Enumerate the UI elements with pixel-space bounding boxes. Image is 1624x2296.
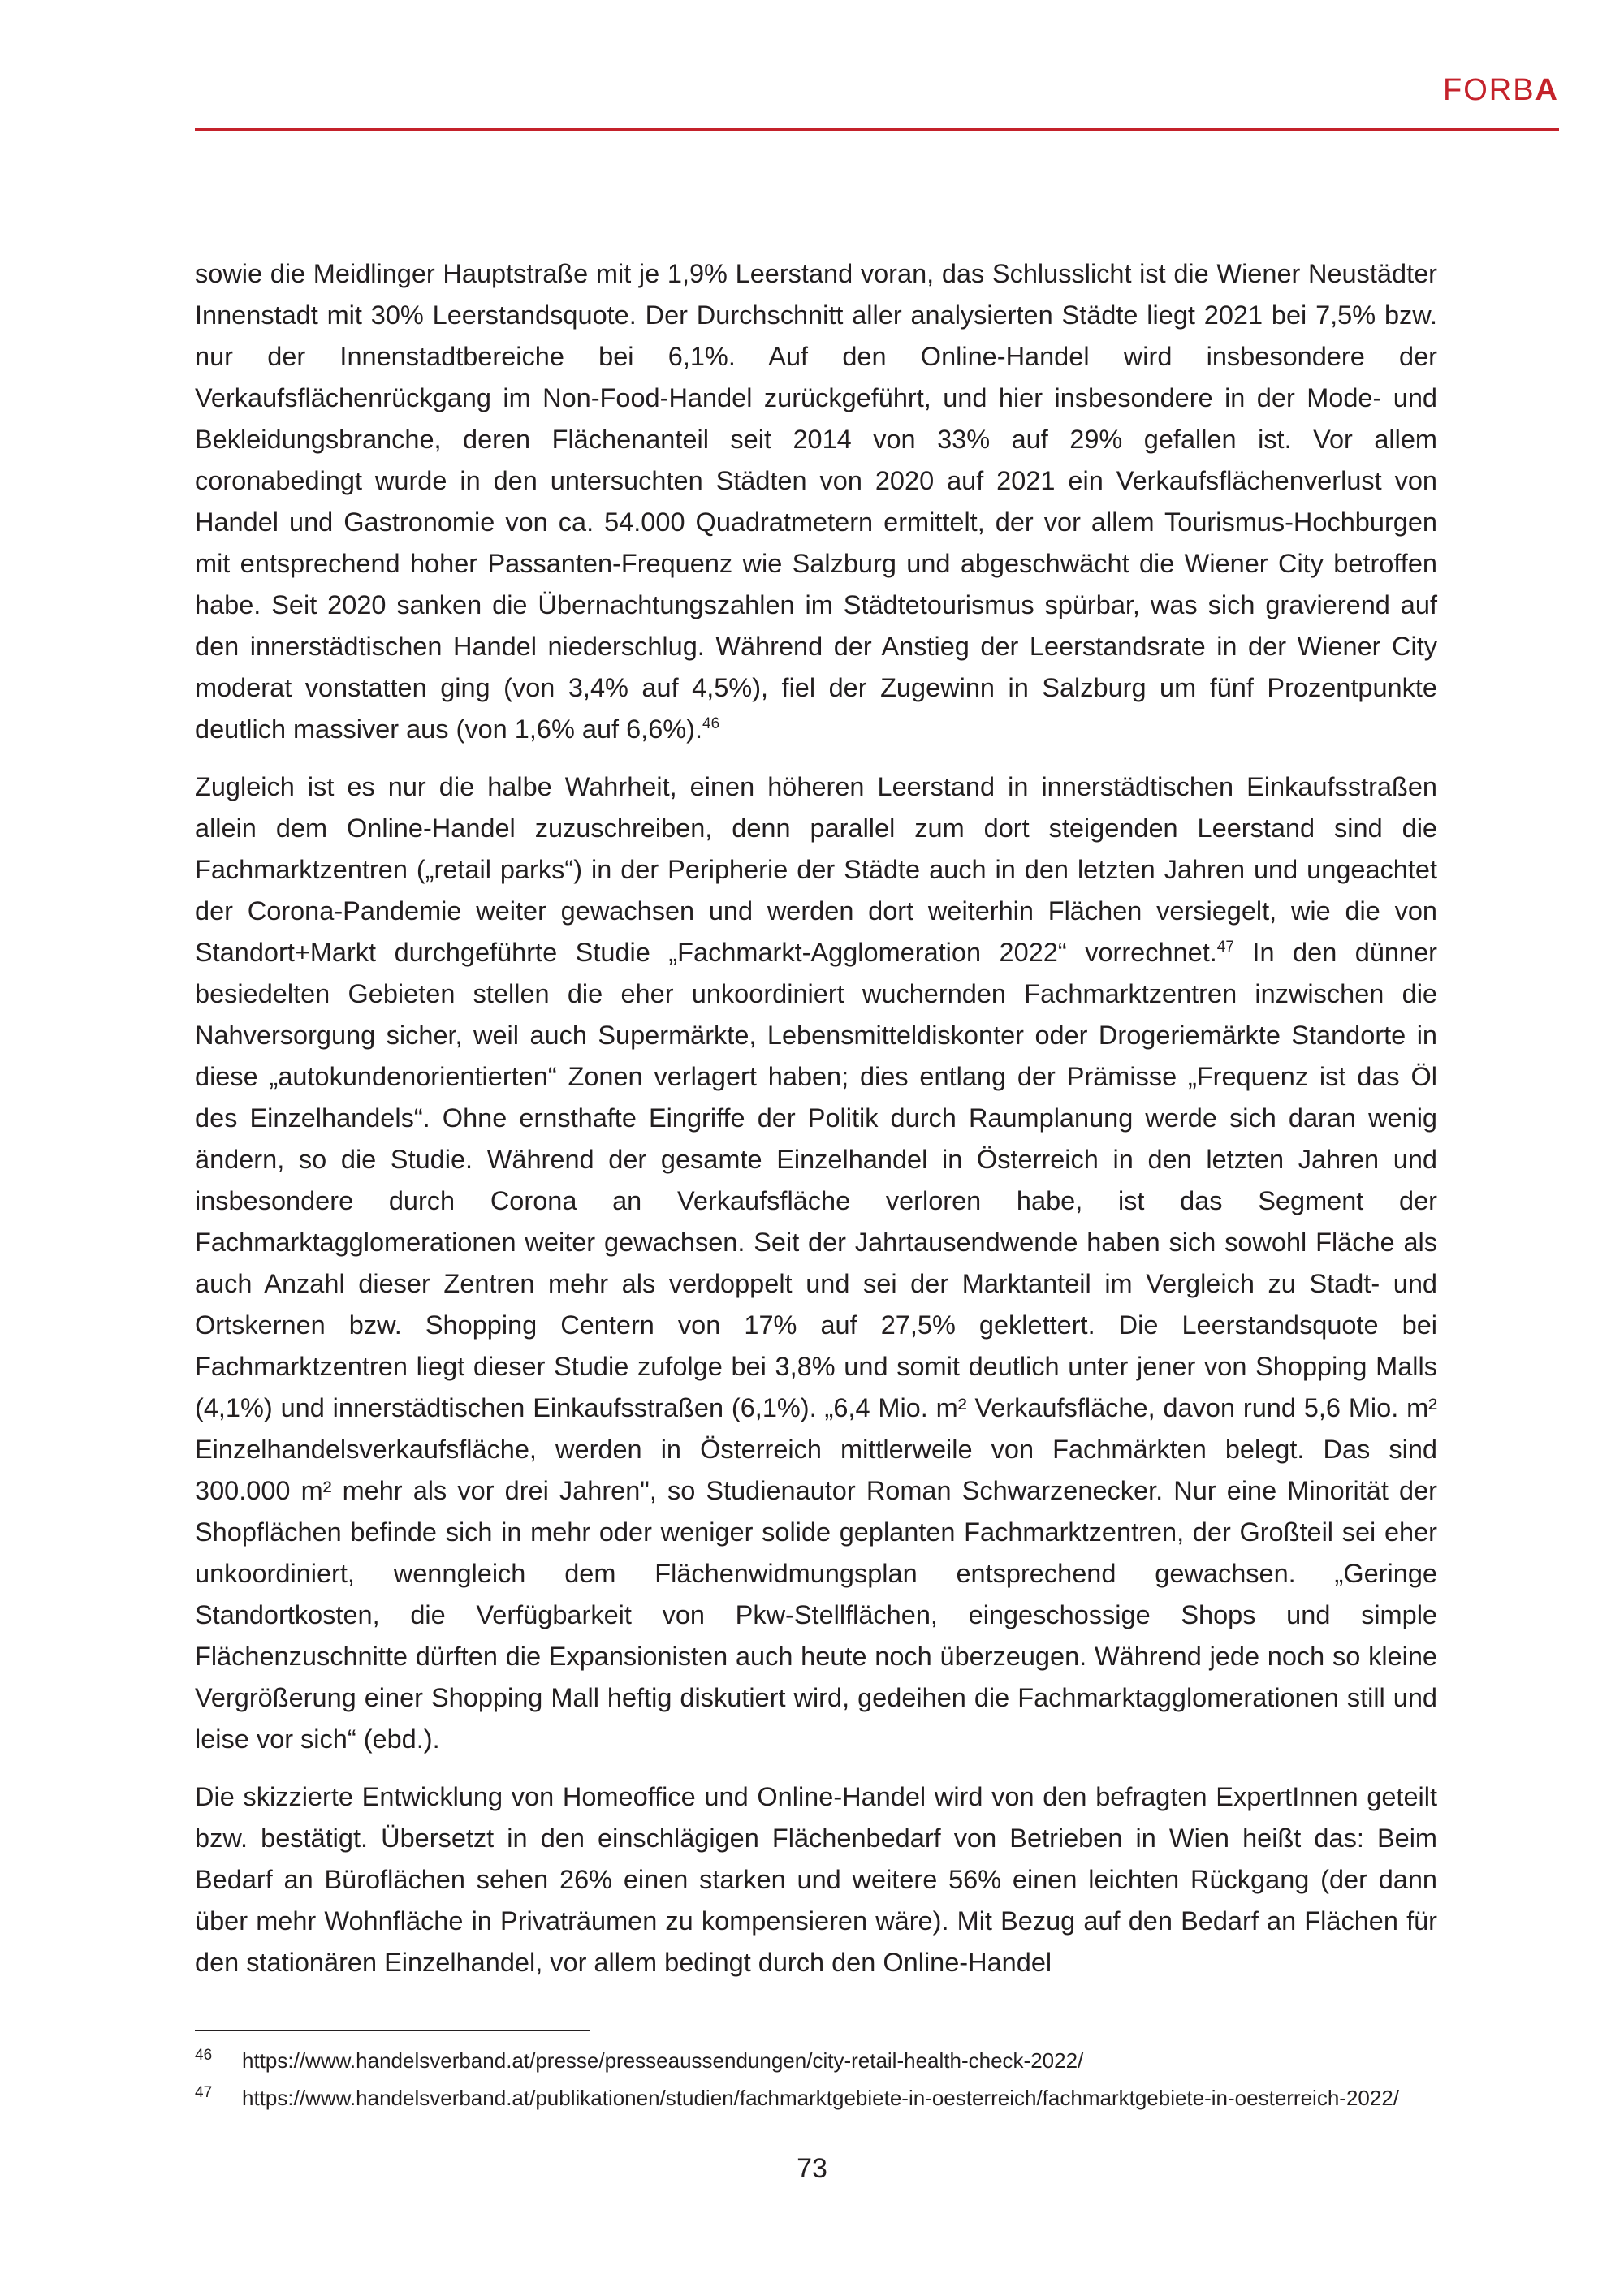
paragraph-1-text: sowie die Meidlinger Hauptstraße mit je 1,9% Leerstand voran, das Schlusslicht ist die Wiener Neustädter Innenstadt mit 30% Leerstandsquote. Der Durchschnitt aller analysierten Städte liegt 2021 bei 7,5% bzw. nur der Innenstadtbereiche bei 6,1%. Auf den Online-Handel wird insbesondere der Verkaufsflächenrückgang im Non-Food-Handel zurückgeführt, und hier insbesondere in der Mode- und Bekleidungsbranche, deren Flächenanteil seit 2014 von 33% auf 29% gefallen ist. Vor allem coronabedingt wurde in den untersuchten Städten von 2020 auf 2021 ein Verkaufsflächenverlust von Handel und Gastronomie von ca. 54.000 Quadratmetern ermittelt, der vor allem Tourismus-Hochburgen mit entsprechend hoher Passanten-Frequenz wie Salzburg und abgeschwächt die Wiener City betroffen habe. Seit 2020 sanken die Übernachtungszahlen im Städtetourismus spürbar, was sich gravierend auf den innerstädtischen Handel niederschlug. Während der Anstieg der Leerstandsrate in der Wiener City moderat vonstatten ging (von 3,4% auf 4,5%), fiel der Zugewinn in Salzburg um fünf Prozentpunkte deutlich massiver aus (von 1,6% auf 6,6%). <box>195 259 1437 744</box>
paragraph-1 <box>195 253 1437 750</box>
footnote-ref-47[interactable]: 47 <box>1216 939 1234 956</box>
footnote-47 <box>195 2083 1437 2113</box>
body-text <box>195 253 1437 2000</box>
footnote-number: 46 <box>195 2047 213 2064</box>
paragraph-3 <box>195 1776 1437 1983</box>
footnote-link[interactable]: https://www.handelsverband.at/publikationen/studien/fachmarktgebiete-in-oesterreich/fachmarktgebiete-in-oesterreich-2022/ <box>242 2086 1400 2110</box>
paragraph-2-text-after: In den dünner besiedelten Gebieten stellen die eher unkoordiniert wuchernden Fachmarktzentren inzwischen die Nahversorgung sicher, weil auch Supermärkte, Lebensmitteldiskonter oder Drogeriemärkte Standorte in diese „autokundenorientierten“ Zonen verlagert haben; dies entlang der Prämisse „Frequenz ist das Öl des Einzelhandels“. Ohne ernsthafte Eingriffe der Politik durch Raumplanung werde sich daran wenig ändern, so die Studie. Während der gesamte Einzelhandel in Österreich in den letzten Jahren und insbesondere durch Corona an Verkaufsfläche verloren habe, ist das Segment der Fachmarktagglomerationen weiter gewachsen. Seit der Jahrtausendwende haben sich sowohl Fläche als auch Anzahl dieser Zentren mehr als verdoppelt und sei der Marktanteil im Vergleich zu Stadt- und Ortskernen bzw. Shopping Centern von 17% auf 27,5% geklettert. Die Leerstandsquote bei Fachmarktzentren liegt dieser Studie zufolge bei 3,8% und somit deutlich unter jener von Shopping Malls (4,1%) und innerstädtischen Einkaufsstraßen (6,1%). „6,4 Mio. m² Verkaufsfläche, davon rund 5,6 Mio. m² Einzelhandelsverkaufsfläche, werden in Österreich mittlerweile von Fachmärkten belegt. Das sind 300.000 m² mehr als vor drei Jahren", so Studienautor Roman Schwarzenecker. Nur eine Minorität der Shopflächen befinde sich in mehr oder weniger solide geplanten Fachmarktzentren, der Großteil sei eher unkoordiniert, wenngleich dem Flächenwidmungsplan entsprechend gewachsen. „Geringe Standortkosten, die Verfügbarkeit von Pkw-Stellflächen, eingeschossige Shops und simple Flächenzuschnitte dürften die Expansionisten auch heute noch überzeugen. Während jede noch so kleine Vergrößerung einer Shopping Mall heftig diskutiert wird, gedeihen die Fachmarktagglomerationen still und leise vor sich“ (ebd.). <box>195 938 1437 1754</box>
footnotes <box>195 2046 1437 2121</box>
header-divider <box>195 128 1559 131</box>
paragraph-3-text: Die skizzierte Entwicklung von Homeoffice und Online-Handel wird von den befragten ExpertInnen geteilt bzw. bestätigt. Übersetzt in den einschlägigen Flächenbedarf von Betrieben in Wien heißt das: Beim Bedarf an Büroflächen sehen 26% einen starken und weitere 56% einen leichten Rückgang (der dann über mehr Wohnfläche in Privaträumen zu kompensieren wäre). Mit Bezug auf den Bedarf an Flächen für den stationären Einzelhandel, vor allem bedingt durch den Online-Handel <box>195 1782 1437 1977</box>
footnote-link[interactable]: https://www.handelsverband.at/presse/presseaussendungen/city-retail-health-check-2022/ <box>242 2048 1084 2073</box>
forba-logo <box>1443 73 1559 108</box>
paragraph-2 <box>195 766 1437 1760</box>
logo-text-bold: A <box>1535 73 1559 107</box>
paragraph-2-text-before: Zugleich ist es nur die halbe Wahrheit, einen höheren Leerstand in innerstädtischen Einkaufsstraßen allein dem Online-Handel zuzuschreiben, denn parallel zum dort steigenden Leerstand sind die Fachmarktzentren („retail parks“) in der Peripherie der Städte auch in den letzten Jahren und ungeachtet der Corona-Pandemie weiter gewachsen und werden dort weiterhin Flächen versiegelt, wie die von Standort+Markt durchgeführte Studie „Fachmarkt-Agglomeration 2022“ vorrechnet. <box>195 772 1437 967</box>
footnote-46 <box>195 2046 1437 2075</box>
page-number: 73 <box>797 2153 827 2184</box>
footnote-number: 47 <box>195 2084 213 2101</box>
logo-text: FORB <box>1442 73 1535 107</box>
footnote-divider <box>195 2030 590 2031</box>
footnote-ref-46[interactable]: 46 <box>702 715 720 733</box>
